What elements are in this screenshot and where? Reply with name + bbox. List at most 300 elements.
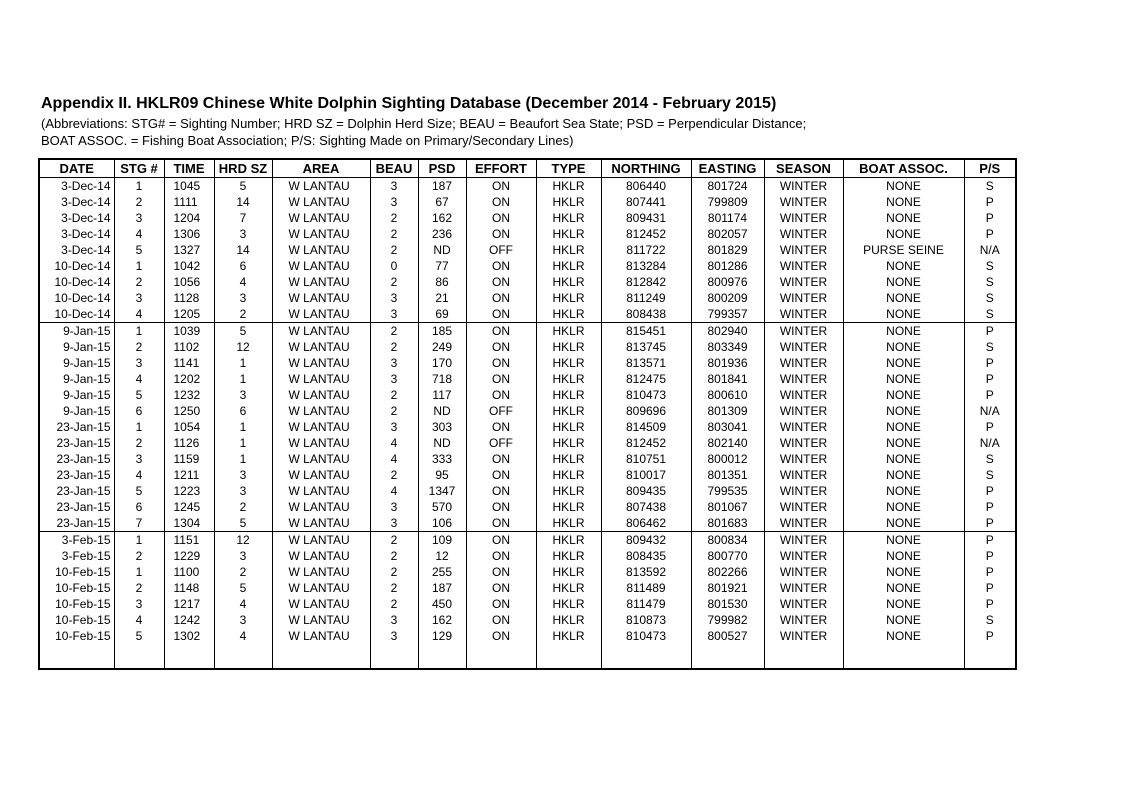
season-cell: WINTER	[764, 387, 843, 403]
boat-assoc-cell: NONE	[843, 419, 964, 435]
psd-cell: 95	[418, 467, 466, 483]
northing-cell: 810873	[601, 612, 691, 628]
boat-assoc-cell: NONE	[843, 515, 964, 532]
herd-size-cell: 6	[214, 403, 272, 419]
northing-cell: 809432	[601, 532, 691, 549]
date-cell: 10-Feb-15	[39, 564, 114, 580]
column-header: SEASON	[764, 159, 843, 178]
easting-cell: 800976	[691, 274, 764, 290]
beaufort-cell: 0	[370, 258, 418, 274]
empty-cell	[164, 644, 214, 669]
season-cell: WINTER	[764, 596, 843, 612]
easting-cell: 801841	[691, 371, 764, 387]
easting-cell: 800610	[691, 387, 764, 403]
season-cell: WINTER	[764, 355, 843, 371]
season-cell: WINTER	[764, 274, 843, 290]
abbreviations-line-2: BOAT ASSOC. = Fishing Boat Association; P/S: Sighting Made on Primary/Secondary Lines)	[41, 133, 574, 148]
date-cell: 3-Dec-14	[39, 178, 114, 195]
sighting-number-cell: 2	[114, 435, 164, 451]
area-cell: W LANTAU	[272, 387, 370, 403]
area-cell: W LANTAU	[272, 226, 370, 242]
area-cell: W LANTAU	[272, 532, 370, 549]
type-cell: HKLR	[536, 564, 601, 580]
type-cell: HKLR	[536, 339, 601, 355]
herd-size-cell: 3	[214, 387, 272, 403]
herd-size-cell: 7	[214, 210, 272, 226]
ps-cell: P	[964, 532, 1016, 549]
beaufort-cell: 2	[370, 242, 418, 258]
psd-cell: 162	[418, 612, 466, 628]
ps-cell: P	[964, 580, 1016, 596]
northing-cell: 813745	[601, 339, 691, 355]
beaufort-cell: 3	[370, 194, 418, 210]
easting-cell: 801829	[691, 242, 764, 258]
boat-assoc-cell: NONE	[843, 355, 964, 371]
date-cell: 10-Feb-15	[39, 612, 114, 628]
sighting-number-cell: 1	[114, 532, 164, 549]
table-row	[39, 323, 1016, 340]
ps-cell: P	[964, 483, 1016, 499]
empty-cell	[964, 644, 1016, 669]
area-cell: W LANTAU	[272, 355, 370, 371]
time-cell: 1151	[164, 532, 214, 549]
beaufort-cell: 3	[370, 419, 418, 435]
sighting-number-cell: 5	[114, 628, 164, 644]
time-cell: 1202	[164, 371, 214, 387]
sighting-number-cell: 1	[114, 323, 164, 340]
boat-assoc-cell: NONE	[843, 403, 964, 419]
psd-cell: 67	[418, 194, 466, 210]
empty-cell	[114, 644, 164, 669]
sighting-number-cell: 2	[114, 339, 164, 355]
sighting-number-cell: 3	[114, 210, 164, 226]
column-header: BOAT ASSOC.	[843, 159, 964, 178]
time-cell: 1148	[164, 580, 214, 596]
boat-assoc-cell: NONE	[843, 435, 964, 451]
effort-cell: ON	[466, 419, 536, 435]
effort-cell: ON	[466, 467, 536, 483]
empty-cell	[39, 644, 114, 669]
empty-cell	[370, 644, 418, 669]
boat-assoc-cell: PURSE SEINE	[843, 242, 964, 258]
sighting-number-cell: 5	[114, 483, 164, 499]
psd-cell: 236	[418, 226, 466, 242]
table-row	[39, 355, 1016, 371]
beaufort-cell: 2	[370, 467, 418, 483]
northing-cell: 808438	[601, 306, 691, 323]
type-cell: HKLR	[536, 532, 601, 549]
boat-assoc-cell: NONE	[843, 274, 964, 290]
empty-cell	[536, 644, 601, 669]
effort-cell: ON	[466, 210, 536, 226]
boat-assoc-cell: NONE	[843, 564, 964, 580]
area-cell: W LANTAU	[272, 178, 370, 195]
beaufort-cell: 2	[370, 580, 418, 596]
northing-cell: 811489	[601, 580, 691, 596]
sighting-number-cell: 3	[114, 451, 164, 467]
sighting-number-cell: 4	[114, 612, 164, 628]
beaufort-cell: 2	[370, 226, 418, 242]
type-cell: HKLR	[536, 403, 601, 419]
area-cell: W LANTAU	[272, 339, 370, 355]
season-cell: WINTER	[764, 194, 843, 210]
boat-assoc-cell: NONE	[843, 467, 964, 483]
time-cell: 1250	[164, 403, 214, 419]
ps-cell: P	[964, 194, 1016, 210]
table-body	[39, 178, 1016, 670]
ps-cell: P	[964, 419, 1016, 435]
time-cell: 1111	[164, 194, 214, 210]
table-row	[39, 548, 1016, 564]
herd-size-cell: 4	[214, 274, 272, 290]
psd-cell: 570	[418, 499, 466, 515]
easting-cell: 799809	[691, 194, 764, 210]
herd-size-cell: 6	[214, 258, 272, 274]
area-cell: W LANTAU	[272, 403, 370, 419]
abbreviations-line-1: (Abbreviations: STG# = Sighting Number; HRD SZ = Dolphin Herd Size; BEAU = Beaufort Sea State; PSD = Perpendicular Distance;	[41, 116, 807, 131]
area-cell: W LANTAU	[272, 371, 370, 387]
easting-cell: 801174	[691, 210, 764, 226]
northing-cell: 813571	[601, 355, 691, 371]
northing-cell: 807438	[601, 499, 691, 515]
empty-cell	[214, 644, 272, 669]
area-cell: W LANTAU	[272, 435, 370, 451]
boat-assoc-cell: NONE	[843, 596, 964, 612]
empty-cell	[764, 644, 843, 669]
sighting-number-cell: 2	[114, 274, 164, 290]
time-cell: 1159	[164, 451, 214, 467]
ps-cell: S	[964, 451, 1016, 467]
psd-cell: 170	[418, 355, 466, 371]
herd-size-cell: 1	[214, 355, 272, 371]
date-cell: 9-Jan-15	[39, 355, 114, 371]
northing-cell: 809431	[601, 210, 691, 226]
psd-cell: ND	[418, 435, 466, 451]
ps-cell: N/A	[964, 435, 1016, 451]
type-cell: HKLR	[536, 355, 601, 371]
season-cell: WINTER	[764, 226, 843, 242]
table-row	[39, 532, 1016, 549]
psd-cell: 86	[418, 274, 466, 290]
boat-assoc-cell: NONE	[843, 451, 964, 467]
herd-size-cell: 1	[214, 451, 272, 467]
season-cell: WINTER	[764, 483, 843, 499]
easting-cell: 802140	[691, 435, 764, 451]
ps-cell: P	[964, 515, 1016, 532]
herd-size-cell: 2	[214, 306, 272, 323]
area-cell: W LANTAU	[272, 580, 370, 596]
psd-cell: 303	[418, 419, 466, 435]
easting-cell: 801724	[691, 178, 764, 195]
area-cell: W LANTAU	[272, 290, 370, 306]
herd-size-cell: 2	[214, 564, 272, 580]
beaufort-cell: 3	[370, 178, 418, 195]
northing-cell: 815451	[601, 323, 691, 340]
beaufort-cell: 2	[370, 548, 418, 564]
time-cell: 1141	[164, 355, 214, 371]
type-cell: HKLR	[536, 226, 601, 242]
date-cell: 23-Jan-15	[39, 499, 114, 515]
time-cell: 1327	[164, 242, 214, 258]
easting-cell: 801067	[691, 499, 764, 515]
psd-cell: 187	[418, 178, 466, 195]
area-cell: W LANTAU	[272, 564, 370, 580]
psd-cell: 109	[418, 532, 466, 549]
date-cell: 23-Jan-15	[39, 515, 114, 532]
time-cell: 1242	[164, 612, 214, 628]
season-cell: WINTER	[764, 435, 843, 451]
time-cell: 1223	[164, 483, 214, 499]
type-cell: HKLR	[536, 290, 601, 306]
boat-assoc-cell: NONE	[843, 339, 964, 355]
effort-cell: ON	[466, 355, 536, 371]
date-cell: 9-Jan-15	[39, 403, 114, 419]
season-cell: WINTER	[764, 306, 843, 323]
herd-size-cell: 3	[214, 548, 272, 564]
beaufort-cell: 3	[370, 628, 418, 644]
season-cell: WINTER	[764, 339, 843, 355]
ps-cell: S	[964, 467, 1016, 483]
area-cell: W LANTAU	[272, 515, 370, 532]
ps-cell: P	[964, 548, 1016, 564]
ps-cell: S	[964, 306, 1016, 323]
northing-cell: 810473	[601, 387, 691, 403]
type-cell: HKLR	[536, 499, 601, 515]
type-cell: HKLR	[536, 210, 601, 226]
effort-cell: ON	[466, 628, 536, 644]
area-cell: W LANTAU	[272, 483, 370, 499]
sighting-number-cell: 1	[114, 419, 164, 435]
northing-cell: 811249	[601, 290, 691, 306]
table-row	[39, 403, 1016, 419]
season-cell: WINTER	[764, 548, 843, 564]
type-cell: HKLR	[536, 467, 601, 483]
boat-assoc-cell: NONE	[843, 178, 964, 195]
date-cell: 10-Dec-14	[39, 290, 114, 306]
table-filler-row	[39, 644, 1016, 669]
date-cell: 10-Dec-14	[39, 306, 114, 323]
beaufort-cell: 3	[370, 499, 418, 515]
easting-cell: 799982	[691, 612, 764, 628]
column-header: DATE	[39, 159, 114, 178]
effort-cell: ON	[466, 323, 536, 340]
sighting-number-cell: 4	[114, 226, 164, 242]
beaufort-cell: 3	[370, 290, 418, 306]
column-header: HRD SZ	[214, 159, 272, 178]
table-row	[39, 371, 1016, 387]
northing-cell: 806440	[601, 178, 691, 195]
herd-size-cell: 3	[214, 226, 272, 242]
herd-size-cell: 1	[214, 371, 272, 387]
herd-size-cell: 3	[214, 467, 272, 483]
table-row	[39, 467, 1016, 483]
sighting-number-cell: 1	[114, 258, 164, 274]
psd-cell: 249	[418, 339, 466, 355]
boat-assoc-cell: NONE	[843, 226, 964, 242]
easting-cell: 801921	[691, 580, 764, 596]
beaufort-cell: 4	[370, 435, 418, 451]
northing-cell: 811479	[601, 596, 691, 612]
boat-assoc-cell: NONE	[843, 306, 964, 323]
column-header: EFFORT	[466, 159, 536, 178]
herd-size-cell: 12	[214, 339, 272, 355]
table-row	[39, 258, 1016, 274]
northing-cell: 808435	[601, 548, 691, 564]
empty-cell	[272, 644, 370, 669]
northing-cell: 809696	[601, 403, 691, 419]
sighting-number-cell: 6	[114, 499, 164, 515]
sighting-number-cell: 3	[114, 596, 164, 612]
table-row	[39, 226, 1016, 242]
easting-cell: 800012	[691, 451, 764, 467]
ps-cell: P	[964, 564, 1016, 580]
easting-cell: 800209	[691, 290, 764, 306]
area-cell: W LANTAU	[272, 628, 370, 644]
effort-cell: ON	[466, 548, 536, 564]
table-row	[39, 451, 1016, 467]
type-cell: HKLR	[536, 258, 601, 274]
psd-cell: 185	[418, 323, 466, 340]
easting-cell: 801936	[691, 355, 764, 371]
area-cell: W LANTAU	[272, 467, 370, 483]
season-cell: WINTER	[764, 290, 843, 306]
season-cell: WINTER	[764, 499, 843, 515]
table-row	[39, 306, 1016, 323]
herd-size-cell: 3	[214, 483, 272, 499]
sighting-number-cell: 3	[114, 290, 164, 306]
type-cell: HKLR	[536, 483, 601, 499]
type-cell: HKLR	[536, 451, 601, 467]
effort-cell: ON	[466, 564, 536, 580]
area-cell: W LANTAU	[272, 210, 370, 226]
type-cell: HKLR	[536, 387, 601, 403]
ps-cell: P	[964, 628, 1016, 644]
sighting-number-cell: 2	[114, 548, 164, 564]
effort-cell: ON	[466, 306, 536, 323]
ps-cell: P	[964, 499, 1016, 515]
psd-cell: 77	[418, 258, 466, 274]
easting-cell: 800834	[691, 532, 764, 549]
season-cell: WINTER	[764, 564, 843, 580]
area-cell: W LANTAU	[272, 548, 370, 564]
type-cell: HKLR	[536, 194, 601, 210]
season-cell: WINTER	[764, 323, 843, 340]
date-cell: 23-Jan-15	[39, 435, 114, 451]
type-cell: HKLR	[536, 628, 601, 644]
northing-cell: 812452	[601, 435, 691, 451]
table-row	[39, 580, 1016, 596]
herd-size-cell: 2	[214, 499, 272, 515]
easting-cell: 801351	[691, 467, 764, 483]
empty-cell	[418, 644, 466, 669]
psd-cell: 255	[418, 564, 466, 580]
season-cell: WINTER	[764, 451, 843, 467]
date-cell: 3-Dec-14	[39, 194, 114, 210]
effort-cell: ON	[466, 596, 536, 612]
ps-cell: N/A	[964, 403, 1016, 419]
season-cell: WINTER	[764, 515, 843, 532]
easting-cell: 803041	[691, 419, 764, 435]
type-cell: HKLR	[536, 306, 601, 323]
psd-cell: 21	[418, 290, 466, 306]
beaufort-cell: 2	[370, 210, 418, 226]
easting-cell: 799357	[691, 306, 764, 323]
table-row	[39, 596, 1016, 612]
effort-cell: ON	[466, 387, 536, 403]
herd-size-cell: 1	[214, 435, 272, 451]
area-cell: W LANTAU	[272, 499, 370, 515]
effort-cell: ON	[466, 612, 536, 628]
herd-size-cell: 5	[214, 323, 272, 340]
column-header: BEAU	[370, 159, 418, 178]
empty-cell	[466, 644, 536, 669]
area-cell: W LANTAU	[272, 242, 370, 258]
sighting-number-cell: 2	[114, 194, 164, 210]
season-cell: WINTER	[764, 532, 843, 549]
area-cell: W LANTAU	[272, 451, 370, 467]
date-cell: 23-Jan-15	[39, 483, 114, 499]
table-header-row	[39, 159, 1016, 178]
psd-cell: 106	[418, 515, 466, 532]
boat-assoc-cell: NONE	[843, 323, 964, 340]
sighting-number-cell: 1	[114, 178, 164, 195]
easting-cell: 799535	[691, 483, 764, 499]
date-cell: 3-Dec-14	[39, 226, 114, 242]
season-cell: WINTER	[764, 612, 843, 628]
season-cell: WINTER	[764, 628, 843, 644]
easting-cell: 800527	[691, 628, 764, 644]
type-cell: HKLR	[536, 371, 601, 387]
northing-cell: 811722	[601, 242, 691, 258]
date-cell: 3-Feb-15	[39, 532, 114, 549]
beaufort-cell: 3	[370, 355, 418, 371]
table-row	[39, 290, 1016, 306]
time-cell: 1042	[164, 258, 214, 274]
table-row	[39, 274, 1016, 290]
column-header: AREA	[272, 159, 370, 178]
date-cell: 10-Dec-14	[39, 258, 114, 274]
date-cell: 9-Jan-15	[39, 371, 114, 387]
date-cell: 23-Jan-15	[39, 451, 114, 467]
northing-cell: 813284	[601, 258, 691, 274]
sighting-number-cell: 4	[114, 306, 164, 323]
effort-cell: ON	[466, 178, 536, 195]
boat-assoc-cell: NONE	[843, 210, 964, 226]
season-cell: WINTER	[764, 242, 843, 258]
table-row	[39, 499, 1016, 515]
psd-cell: ND	[418, 242, 466, 258]
table-row	[39, 210, 1016, 226]
beaufort-cell: 2	[370, 564, 418, 580]
easting-cell: 801286	[691, 258, 764, 274]
herd-size-cell: 4	[214, 628, 272, 644]
time-cell: 1304	[164, 515, 214, 532]
beaufort-cell: 2	[370, 339, 418, 355]
type-cell: HKLR	[536, 435, 601, 451]
ps-cell: N/A	[964, 242, 1016, 258]
time-cell: 1100	[164, 564, 214, 580]
date-cell: 10-Feb-15	[39, 596, 114, 612]
time-cell: 1302	[164, 628, 214, 644]
beaufort-cell: 4	[370, 483, 418, 499]
herd-size-cell: 3	[214, 612, 272, 628]
empty-cell	[843, 644, 964, 669]
area-cell: W LANTAU	[272, 419, 370, 435]
boat-assoc-cell: NONE	[843, 483, 964, 499]
beaufort-cell: 2	[370, 323, 418, 340]
date-cell: 23-Jan-15	[39, 419, 114, 435]
column-header: NORTHING	[601, 159, 691, 178]
